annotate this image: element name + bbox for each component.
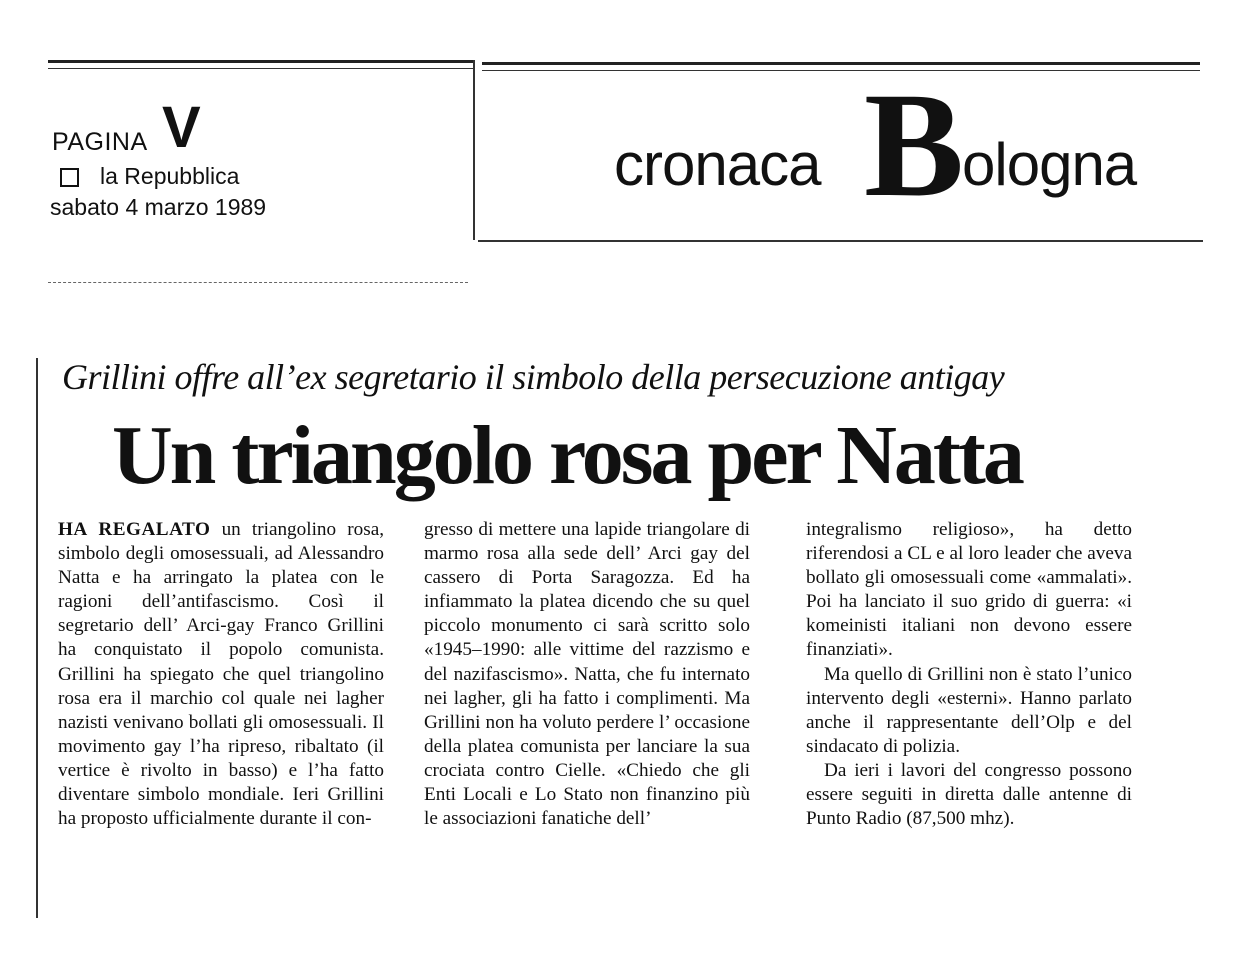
dashed-divider — [48, 282, 468, 283]
column-1-paragraph — [58, 518, 384, 831]
article-column-1 — [58, 518, 384, 831]
column-2-text: gresso di mettere una lapide triangolare di marmo rosa alla sede dell’ Arci gay del cassero di Porta Saragozza. Ed ha infiammato la platea dicendo che su quel piccolo monumento ci sarà scritto solo «1945–1990: alle vittime del razzismo e del nazifascismo». Natta, che fu internato nei lagher, gli ha fatto i complimenti. Ma Grillini non ha voluto perdere l’ occasione della platea comunista per lanciare la sua crociata contro Cielle. «Chiedo che gli Enti Locali e Lo Stato non finanzino più le associazioni fanatiche dell’ — [424, 519, 750, 830]
article-left-rule — [36, 358, 38, 918]
section-initial: B — [864, 62, 965, 228]
page-number: V — [162, 95, 201, 160]
masthead-rule-right — [482, 62, 1200, 65]
masthead-divider — [473, 60, 475, 240]
article-headline: Un triangolo rosa per Natta — [112, 409, 1022, 502]
page-label: PAGINA — [52, 128, 148, 156]
column-3-paragraph-3: Da ieri i lavori del congresso possono essere seguiti in diretta dalle antenne di Punto Radio (87,500 mhz). — [806, 759, 1132, 830]
column-3-paragraph-1: integralismo religioso», ha detto riferendosi a CL e al loro leader che aveva bollato gli omosessuali come «ammalati». Poi ha lanciato il suo grido di guerra: «i komeinisti italiani non devono essere finanziati». — [806, 519, 1132, 661]
section-prefix: cronaca — [614, 131, 821, 198]
section-underline — [478, 240, 1203, 242]
masthead-rule-right-thin — [482, 70, 1200, 71]
masthead-rule-left — [48, 60, 473, 63]
masthead-rule-left-thin — [48, 68, 473, 69]
newspaper-name: la Repubblica — [100, 163, 240, 189]
issue-date: sabato 4 marzo 1989 — [50, 194, 267, 220]
article-kicker: Grillini offre all’ex segretario il simbolo della persecuzione antigay — [62, 357, 1005, 397]
article-column-3 — [806, 518, 1132, 831]
section-rest: ologna — [962, 131, 1137, 198]
column-1-text: un triangolino rosa, simbolo degli omosessuali, ad Alessandro Natta e ha arringato la platea con le ragioni dell’antifascismo. Così il segretario dell’ Arci-gay Franco Grillini ha conquistato il popolo comunista. Grillini ha spiegato che quel triangolino rosa era il marchio col quale nei lagher nazisti venivano bollati gli omosessuali. Il movimento gay l’ha ripreso, ribaltato (il vertice è rivolto in basso) e l’ha fatto diventare simbolo mondiale. Ieri Grillini ha proposto ufficialmente durante il con- — [58, 519, 385, 830]
column-3-paragraph-2: Ma quello di Grillini non è stato l’unico intervento degli «esterni». Hanno parlato anche il rappresentante dell’Olp e del sindacato di polizia. — [806, 663, 1132, 757]
checkbox-square-icon — [60, 168, 79, 187]
article-column-2 — [424, 518, 750, 831]
lead-caps: HA REGALATO — [58, 519, 211, 540]
